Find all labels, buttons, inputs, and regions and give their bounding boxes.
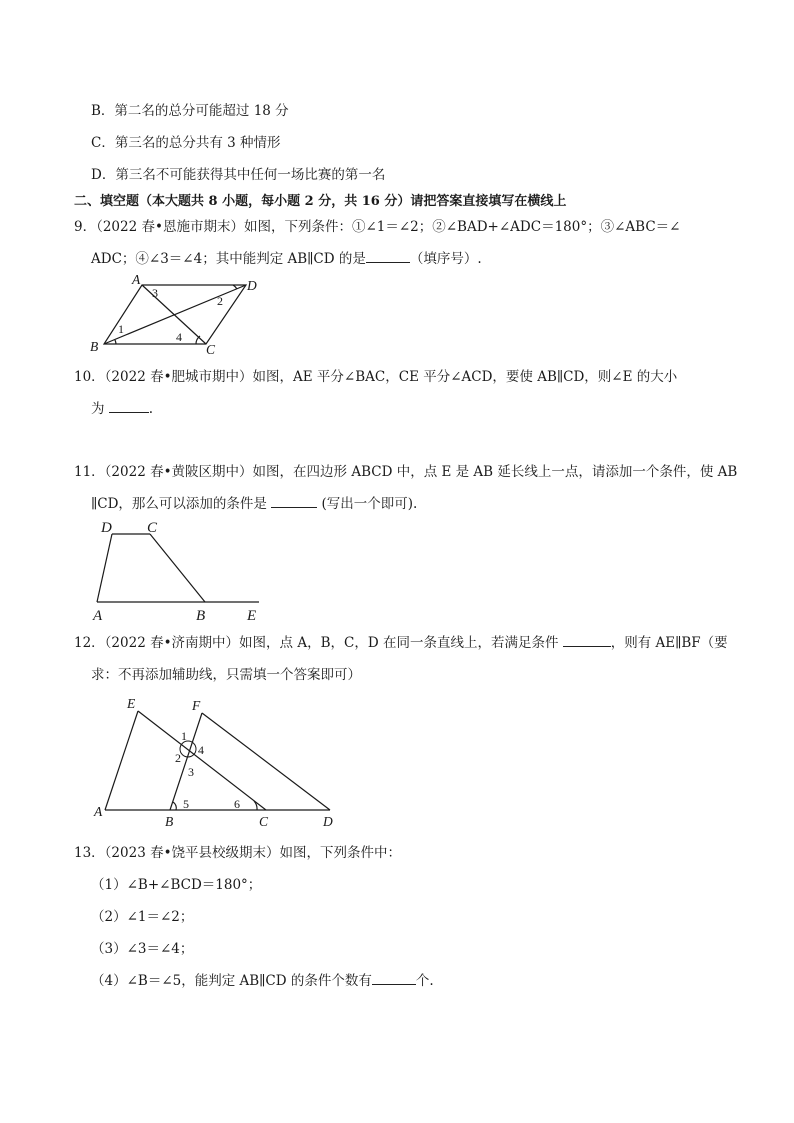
q11-line2-text: ∥CD，那么可以添加的条件是 — [91, 496, 267, 512]
q9-angle-3: 3 — [152, 286, 158, 300]
q13-condition-3: （3）∠3＝∠4； — [91, 941, 194, 957]
q12-line-fd — [202, 713, 330, 810]
q9-label-b: B — [90, 339, 99, 354]
q12-angle-1: 1 — [181, 729, 187, 743]
q12-line1-tail: ，则有 AE∥BF（要 — [610, 635, 728, 651]
q13-condition-4-text: （4）∠B＝∠5，能判定 AB∥CD 的条件个数有 — [91, 973, 372, 989]
q9-angle-2: 2 — [217, 294, 223, 308]
q13-condition-1: （1）∠B+∠BCD＝180°； — [91, 877, 262, 893]
option-c: C．第三名的总分共有 3 种情形 — [91, 135, 281, 151]
q9-line2-text: ADC；④∠3＝∠4；其中能判定 AB∥CD 的是 — [91, 251, 366, 267]
q9-label-a: A — [132, 272, 141, 287]
q11-label-a: A — [93, 608, 103, 624]
q9-label-c: C — [206, 342, 216, 357]
q9-label-d: D — [247, 278, 257, 293]
q12-label-d: D — [323, 814, 333, 829]
section-title: 二、填空题（本大题共 8 小题，每小题 2 分，共 16 分）请把答案直接填写在横线上 — [74, 194, 567, 209]
q12-label-b: B — [165, 814, 174, 829]
q9-line1: 9．（2022 春•恩施市期末）如图，下列条件：①∠1＝∠2；②∠BAD+∠ADC＝180°；③∠ABC＝∠ — [74, 219, 681, 235]
q12-angle-6: 6 — [234, 797, 240, 811]
q9-angle-1: 1 — [118, 322, 124, 336]
option-d: D．第三名不可能获得其中任何一场比赛的第一名 — [91, 167, 386, 183]
q12-label-a: A — [94, 804, 103, 819]
q12-label-f: F — [192, 698, 201, 713]
q13-condition-4-tail: 个. — [415, 973, 434, 989]
q12-label-c: C — [259, 814, 269, 829]
q12-angle-3: 3 — [188, 765, 194, 779]
q12-label-e: E — [127, 696, 136, 711]
q9-line2-tail: （填序号）. — [409, 251, 482, 267]
q11-label-b: B — [196, 608, 206, 624]
q12-arc-5 — [173, 802, 176, 810]
q12-line2: 求：不再添加辅助线，只需填一个答案即可） — [91, 667, 361, 683]
q12-line-ec — [138, 711, 266, 810]
option-b: B．第二名的总分可能超过 18 分 — [91, 103, 289, 119]
q11-line1: 11．（2022 春•黄陂区期中）如图，在四边形 ABCD 中，点 E 是 AB 延长线上一点，请添加一个条件，使 AB — [74, 464, 738, 480]
q12-angle-5: 5 — [183, 797, 189, 811]
q12-angle-2: 2 — [175, 751, 181, 765]
q12-line1-text: 12．（2022 春•济南期中）如图，点 A，B，C，D 在同一条直线上，若满足条件 — [74, 635, 559, 651]
q10-line2-tail: . — [148, 401, 154, 417]
q13-answer-blank[interactable] — [372, 972, 416, 985]
q11-line2-tail: (写出一个即可). — [321, 496, 418, 512]
q12-line-ae — [105, 711, 138, 810]
q10-line2-text: 为 — [91, 401, 105, 417]
q13-line1: 13．（2023 春•饶平县校级期末）如图，下列条件中： — [74, 845, 402, 861]
q11-label-c: C — [147, 520, 158, 536]
q11-label-d: D — [101, 520, 112, 536]
q10-line1: 10．（2022 春•肥城市期中）如图，AE 平分∠BAC，CE 平分∠ACD，要使 AB∥CD，则∠E 的大小 — [74, 369, 678, 385]
q13-condition-4 — [91, 971, 434, 991]
q9-angle-4: 4 — [176, 330, 182, 344]
q12-angle-4: 4 — [198, 743, 204, 757]
q13-condition-2: （2）∠1＝∠2； — [91, 909, 194, 925]
q11-label-e: E — [247, 608, 257, 624]
